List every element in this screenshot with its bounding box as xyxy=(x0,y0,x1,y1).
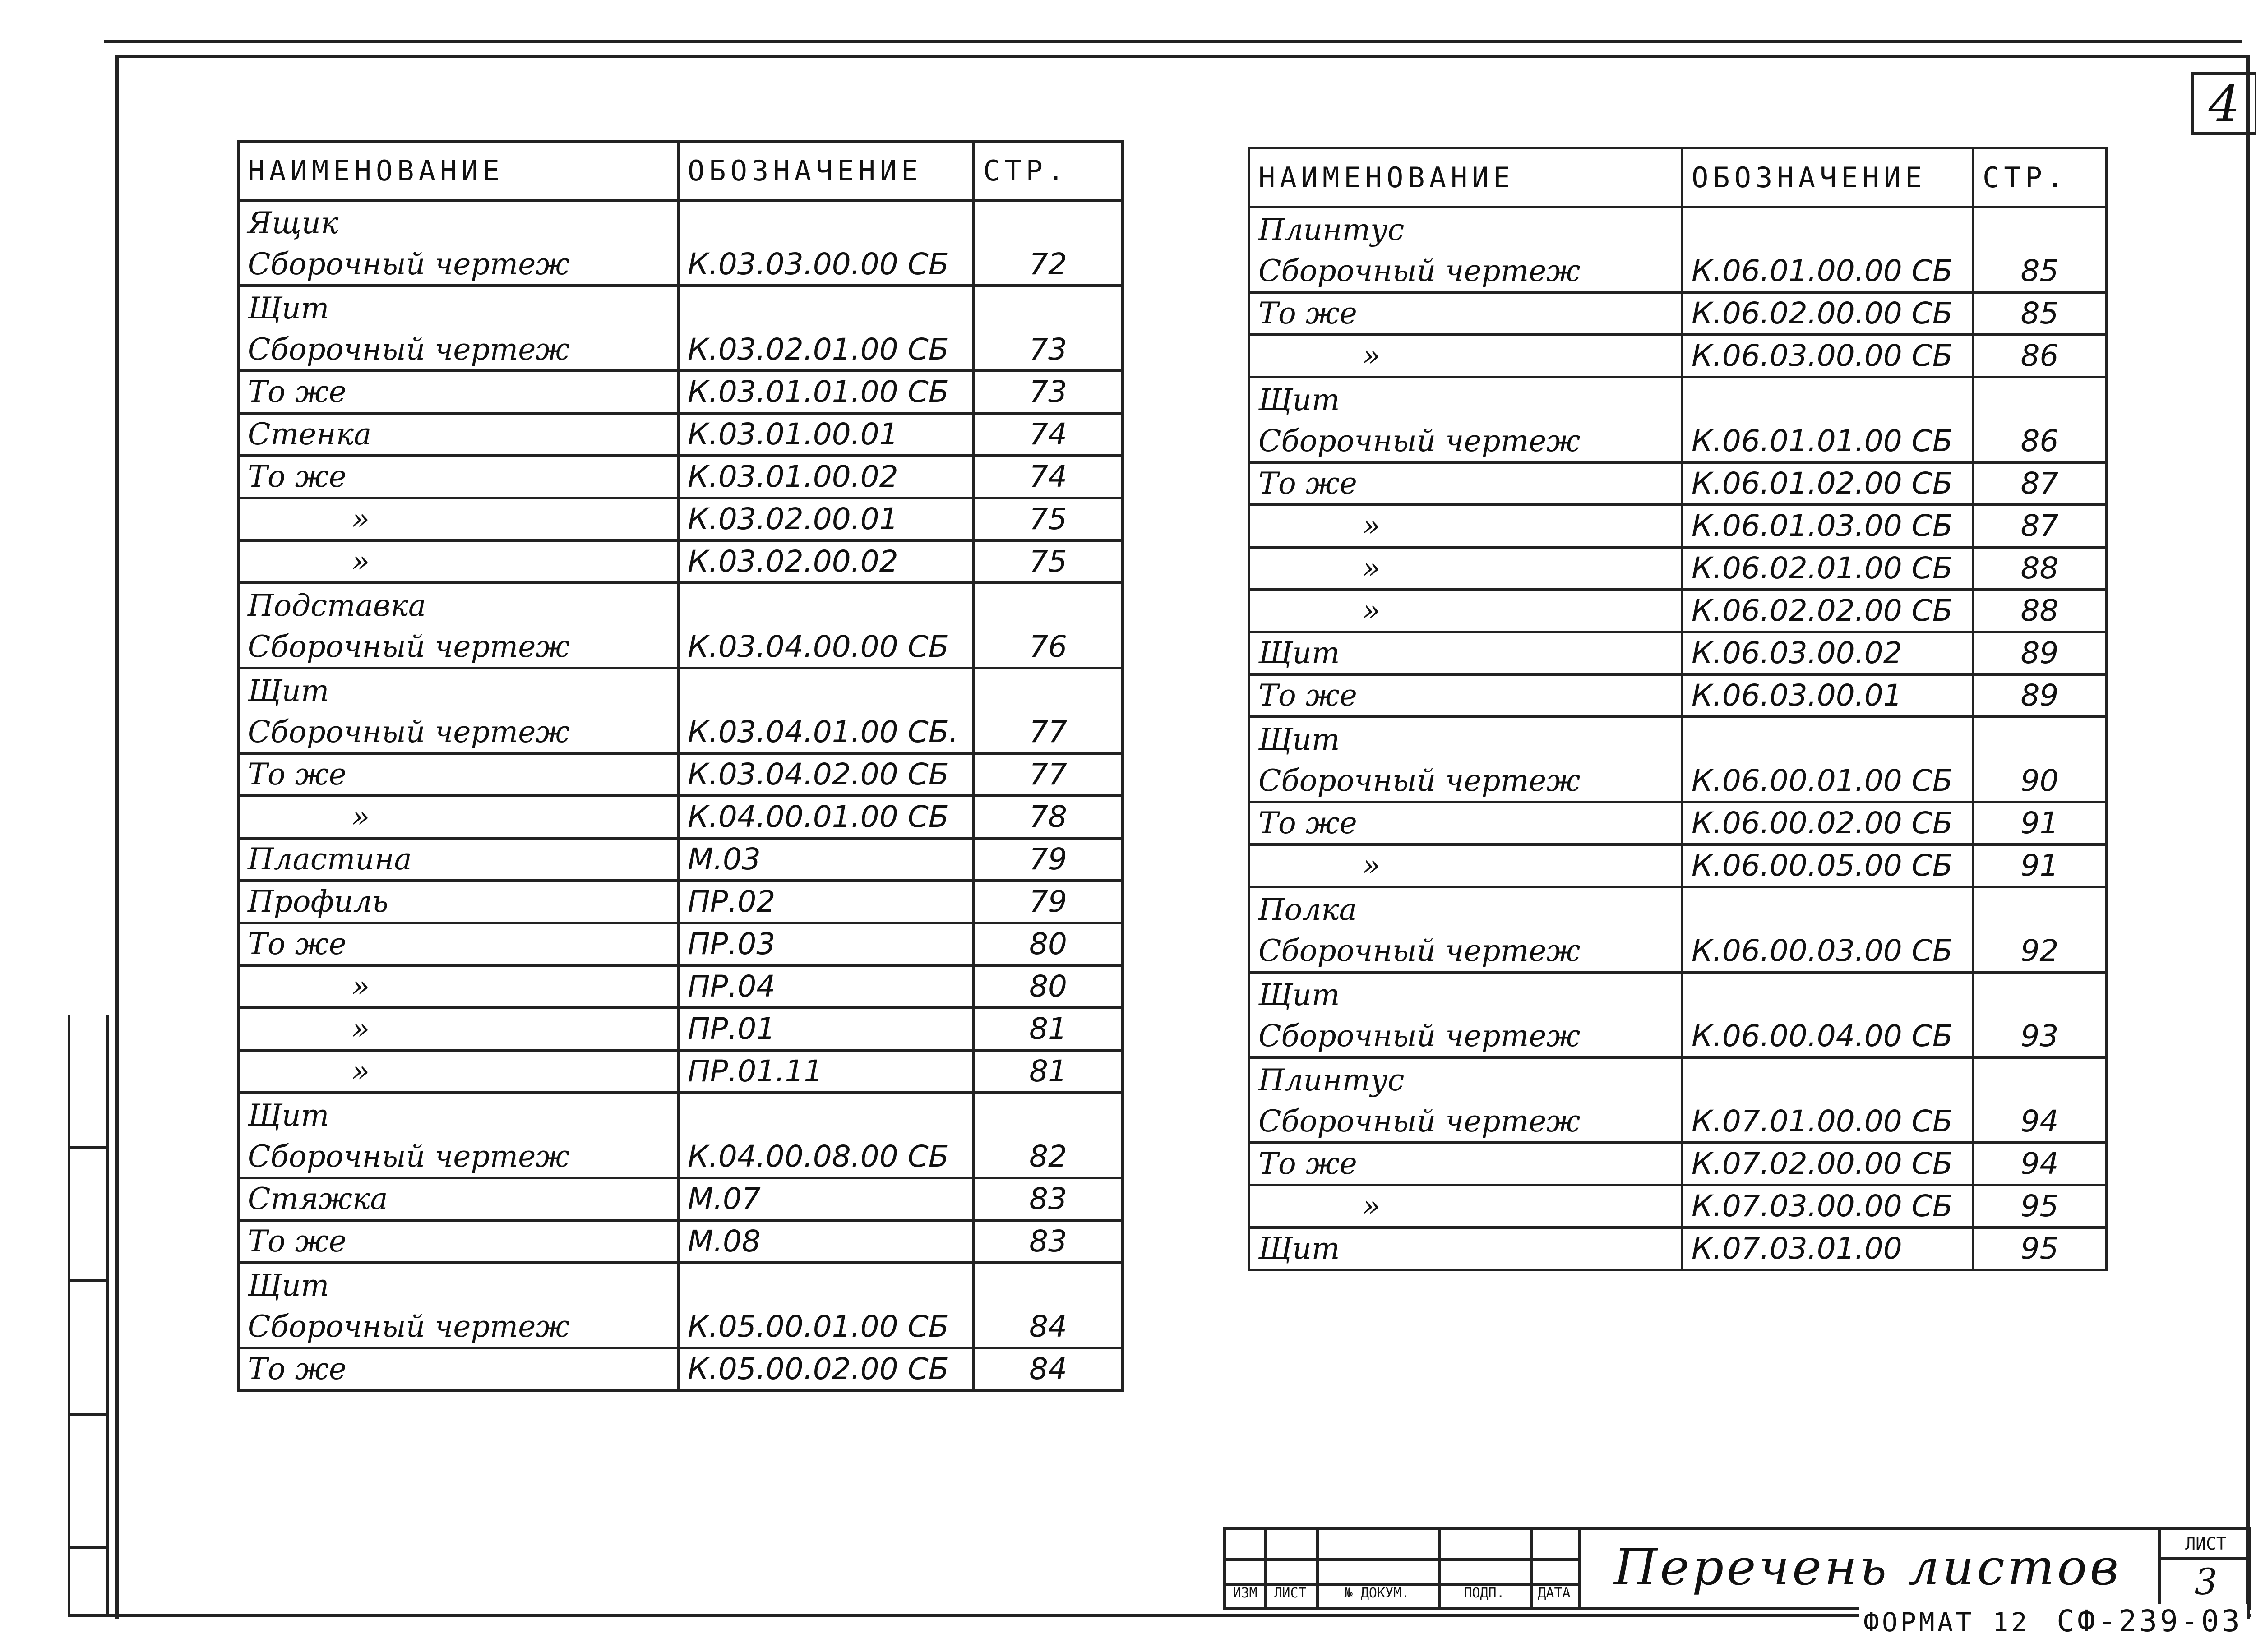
item-name-line1: Ящик xyxy=(248,206,339,240)
table-row xyxy=(238,286,1123,371)
item-name-line1: Щит xyxy=(248,1098,329,1133)
item-name xyxy=(1249,1185,1682,1227)
item-code: К.06.03.00.02 xyxy=(1682,632,1973,674)
table-row xyxy=(1249,590,2106,632)
item-code: К.07.03.01.00 xyxy=(1682,1227,1973,1270)
table-row xyxy=(238,1263,1123,1348)
item-page: 92 xyxy=(1973,887,2106,972)
item-name-line2: Пластина xyxy=(248,842,412,877)
item-name-line2: Сборочный чертеж xyxy=(248,1309,570,1344)
label-signature: ПОДП. xyxy=(1464,1585,1505,1601)
item-name-line2: То же xyxy=(1258,296,1357,331)
item-page: 94 xyxy=(1973,1057,2106,1143)
table-row xyxy=(1249,207,2106,292)
sheet-list-table-right xyxy=(1248,147,2108,1271)
table-row xyxy=(238,753,1123,796)
item-name-line2: » xyxy=(1362,338,1381,373)
item-name-line2: То же xyxy=(248,459,347,494)
item-code: М.07 xyxy=(678,1178,974,1220)
item-name-line1: Щит xyxy=(248,291,329,326)
item-code: К.05.00.01.00 СБ xyxy=(678,1263,974,1348)
document-code: СФ-239-03 xyxy=(2057,1604,2242,1638)
item-code: К.07.03.00.00 СБ xyxy=(1682,1185,1973,1227)
item-page: 87 xyxy=(1973,462,2106,505)
item-name-line2: » xyxy=(351,1054,370,1089)
item-name-line2: Сборочный чертеж xyxy=(248,1139,570,1174)
item-name xyxy=(1249,335,1682,377)
item-name xyxy=(1249,292,1682,335)
item-page: 91 xyxy=(1973,844,2106,887)
item-page: 80 xyxy=(974,965,1123,1008)
revision-labels xyxy=(1226,1585,1578,1607)
item-page: 73 xyxy=(974,371,1123,413)
header-page: СТР. xyxy=(974,141,1123,200)
item-page: 89 xyxy=(1973,674,2106,717)
item-code: К.05.00.02.00 СБ xyxy=(678,1348,974,1390)
item-name-line1: Щит xyxy=(248,674,329,708)
item-page: 75 xyxy=(974,498,1123,540)
item-name xyxy=(1249,505,1682,547)
header-page: СТР. xyxy=(1973,148,2106,207)
item-page: 74 xyxy=(974,456,1123,498)
table-row xyxy=(1249,632,2106,674)
item-code: К.03.02.00.02 xyxy=(678,540,974,583)
item-code: К.06.00.03.00 СБ xyxy=(1682,887,1973,972)
item-code: К.04.00.08.00 СБ xyxy=(678,1093,974,1178)
table-row xyxy=(1249,972,2106,1057)
item-code: К.03.04.01.00 СБ. xyxy=(678,668,974,753)
item-name-line2: » xyxy=(351,969,370,1004)
item-name xyxy=(1249,1143,1682,1185)
table-row xyxy=(1249,674,2106,717)
item-name-line1: Щит xyxy=(1258,978,1340,1012)
item-code: М.03 xyxy=(678,838,974,881)
item-page: 86 xyxy=(1973,335,2106,377)
table-row xyxy=(238,838,1123,881)
table-row xyxy=(238,200,1123,286)
item-name-line1: Полка xyxy=(1258,892,1357,927)
table-header-row xyxy=(238,141,1123,200)
item-name xyxy=(238,1093,678,1178)
sheet-number: 3 xyxy=(2194,1561,2218,1603)
item-code: К.06.01.01.00 СБ xyxy=(1682,377,1973,462)
item-code: М.08 xyxy=(678,1220,974,1263)
item-name-line2: » xyxy=(351,502,370,536)
item-code: К.06.01.00.00 СБ xyxy=(1682,207,1973,292)
table-row xyxy=(1249,887,2106,972)
item-code: К.03.03.00.00 СБ xyxy=(678,200,974,286)
item-code: К.03.02.01.00 СБ xyxy=(678,286,974,371)
header-name: НАИМЕНОВАНИЕ xyxy=(1249,148,1682,207)
header-name: НАИМЕНОВАНИЕ xyxy=(238,141,678,200)
item-name-line2: » xyxy=(1362,508,1381,543)
item-page: 81 xyxy=(974,1008,1123,1050)
item-name-line2: Сборочный чертеж xyxy=(248,715,570,749)
item-name xyxy=(238,1220,678,1263)
item-page: 86 xyxy=(1973,377,2106,462)
item-name-line2: Сборочный чертеж xyxy=(1258,254,1581,288)
item-name-line2: То же xyxy=(248,1352,347,1386)
item-page: 78 xyxy=(974,796,1123,838)
table-row xyxy=(1249,1143,2106,1185)
item-name xyxy=(1249,462,1682,505)
item-page: 82 xyxy=(974,1093,1123,1178)
item-name xyxy=(238,200,678,286)
item-code: К.06.01.02.00 СБ xyxy=(1682,462,1973,505)
item-name-line2: Сборочный чертеж xyxy=(248,629,570,664)
document-title: Перечень листов xyxy=(1614,1538,2122,1596)
table-row xyxy=(238,965,1123,1008)
item-name xyxy=(1249,887,1682,972)
header-code: ОБОЗНАЧЕНИЕ xyxy=(678,141,974,200)
item-name-line2: То же xyxy=(248,374,347,409)
item-code: К.04.00.01.00 СБ xyxy=(678,796,974,838)
item-name-line2: То же xyxy=(1258,806,1357,840)
table-row xyxy=(1249,1185,2106,1227)
item-name xyxy=(238,456,678,498)
table-row xyxy=(1249,1227,2106,1270)
item-code: К.06.00.01.00 СБ xyxy=(1682,717,1973,802)
item-name-line2: » xyxy=(1362,848,1381,883)
table-row xyxy=(1249,462,2106,505)
table-row xyxy=(238,540,1123,583)
table-row xyxy=(238,1050,1123,1093)
item-name-line1: Подставка xyxy=(248,588,426,623)
item-name-line2: » xyxy=(351,544,370,579)
item-name-line2: То же xyxy=(248,1224,347,1259)
item-code: ПР.01 xyxy=(678,1008,974,1050)
item-code: К.03.04.00.00 СБ xyxy=(678,583,974,668)
table-body-right xyxy=(1249,207,2106,1270)
item-name xyxy=(238,540,678,583)
item-code: ПР.02 xyxy=(678,881,974,923)
item-page: 77 xyxy=(974,668,1123,753)
item-name-line1: Плинтус xyxy=(1258,212,1405,247)
item-name xyxy=(238,413,678,456)
item-name xyxy=(238,371,678,413)
table-body-left xyxy=(238,200,1123,1390)
sheet-number-box xyxy=(2158,1530,2251,1607)
item-page: 88 xyxy=(1973,590,2106,632)
item-code: К.07.02.00.00 СБ xyxy=(1682,1143,1973,1185)
item-page: 81 xyxy=(974,1050,1123,1093)
item-name xyxy=(1249,717,1682,802)
item-name-line2: То же xyxy=(1258,466,1357,501)
table-row xyxy=(1249,802,2106,844)
table-row xyxy=(1249,335,2106,377)
item-name xyxy=(238,923,678,965)
item-code: К.06.00.02.00 СБ xyxy=(1682,802,1973,844)
item-name xyxy=(238,753,678,796)
item-name xyxy=(238,796,678,838)
item-code: К.06.00.05.00 СБ xyxy=(1682,844,1973,887)
title-block xyxy=(1223,1527,2251,1610)
item-name-line1: Щит xyxy=(1258,383,1340,417)
item-code: К.03.01.01.00 СБ xyxy=(678,371,974,413)
item-name-line2: То же xyxy=(1258,1146,1357,1181)
item-page: 73 xyxy=(974,286,1123,371)
item-name-line2: То же xyxy=(248,757,347,792)
table-row xyxy=(238,456,1123,498)
item-page: 85 xyxy=(1973,207,2106,292)
table-row xyxy=(238,371,1123,413)
item-name xyxy=(1249,972,1682,1057)
item-name xyxy=(238,1348,678,1390)
table-row xyxy=(238,1093,1123,1178)
item-code: К.03.04.02.00 СБ xyxy=(678,753,974,796)
item-name xyxy=(238,965,678,1008)
item-page: 88 xyxy=(1973,547,2106,590)
item-name-line2: » xyxy=(351,1011,370,1046)
item-page: 83 xyxy=(974,1220,1123,1263)
item-page: 85 xyxy=(1973,292,2106,335)
item-code: К.07.01.00.00 СБ xyxy=(1682,1057,1973,1143)
item-name xyxy=(1249,844,1682,887)
item-code: ПР.03 xyxy=(678,923,974,965)
item-name-line2: Сборочный чертеж xyxy=(1258,1019,1581,1053)
label-change: ИЗМ xyxy=(1233,1585,1257,1601)
item-name-line2: То же xyxy=(248,927,347,961)
item-code: К.06.03.00.00 СБ xyxy=(1682,335,1973,377)
label-date: ДАТА xyxy=(1538,1585,1571,1601)
item-page: 76 xyxy=(974,583,1123,668)
sheet-list-table-left xyxy=(237,140,1124,1392)
item-page: 80 xyxy=(974,923,1123,965)
table-row xyxy=(238,796,1123,838)
table-row xyxy=(1249,377,2106,462)
item-code: К.06.02.01.00 СБ xyxy=(1682,547,1973,590)
table-row xyxy=(1249,844,2106,887)
item-code: К.03.01.00.02 xyxy=(678,456,974,498)
item-page: 74 xyxy=(974,413,1123,456)
item-code: К.03.01.00.01 xyxy=(678,413,974,456)
item-name-line2: Сборочный чертеж xyxy=(1258,1104,1581,1139)
item-page: 93 xyxy=(1973,972,2106,1057)
table-row xyxy=(238,1348,1123,1390)
item-page: 79 xyxy=(974,838,1123,881)
item-name-line2: Сборочный чертеж xyxy=(248,247,570,281)
table-row xyxy=(1249,505,2106,547)
item-name xyxy=(238,1050,678,1093)
item-name xyxy=(238,498,678,540)
header-code: ОБОЗНАЧЕНИЕ xyxy=(1682,148,1973,207)
item-name xyxy=(1249,590,1682,632)
item-code: К.03.02.00.01 xyxy=(678,498,974,540)
item-name xyxy=(1249,1057,1682,1143)
item-name xyxy=(238,583,678,668)
table-row xyxy=(1249,292,2106,335)
item-code: ПР.01.11 xyxy=(678,1050,974,1093)
item-page: 83 xyxy=(974,1178,1123,1220)
table-row xyxy=(1249,1057,2106,1143)
binding-strip xyxy=(68,1015,109,1615)
item-name-line2: Стяжка xyxy=(248,1181,388,1216)
item-page: 75 xyxy=(974,540,1123,583)
item-name-line2: » xyxy=(351,799,370,834)
item-page: 72 xyxy=(974,200,1123,286)
item-name xyxy=(238,668,678,753)
item-name-line2: То же xyxy=(1258,678,1357,713)
item-name xyxy=(1249,547,1682,590)
table-row xyxy=(238,498,1123,540)
item-name xyxy=(238,838,678,881)
item-page: 87 xyxy=(1973,505,2106,547)
item-name-line1: Щит xyxy=(1258,722,1340,757)
item-name-line2: Профиль xyxy=(248,884,388,919)
item-page: 90 xyxy=(1973,717,2106,802)
table-row xyxy=(238,923,1123,965)
item-name-line2: Щит xyxy=(1258,1231,1340,1266)
item-name-line2: » xyxy=(1362,1189,1381,1223)
item-name-line2: Сборочный чертеж xyxy=(1258,763,1581,798)
item-page: 95 xyxy=(1973,1227,2106,1270)
item-name xyxy=(1249,1227,1682,1270)
item-name-line2: Сборочный чертеж xyxy=(1258,424,1581,458)
item-name-line2: Щит xyxy=(1258,636,1340,670)
item-name-line2: » xyxy=(1362,593,1381,628)
format-label: ФОРМАТ 12 xyxy=(1863,1607,2030,1638)
item-name-line1: Плинтус xyxy=(1258,1063,1405,1098)
item-name-line2: Стенка xyxy=(248,417,372,452)
item-name xyxy=(238,881,678,923)
item-code: К.06.01.03.00 СБ xyxy=(1682,505,1973,547)
label-document: № ДОКУМ. xyxy=(1344,1585,1410,1601)
item-name xyxy=(1249,802,1682,844)
item-page: 91 xyxy=(1973,802,2106,844)
item-page: 77 xyxy=(974,753,1123,796)
item-code: К.06.03.00.01 xyxy=(1682,674,1973,717)
label-sheet: ЛИСТ xyxy=(1274,1585,1307,1601)
item-name xyxy=(1249,377,1682,462)
table-row xyxy=(1249,547,2106,590)
table-row xyxy=(1249,717,2106,802)
frame-top-line xyxy=(104,40,2242,43)
table-row xyxy=(238,881,1123,923)
page-number: 4 xyxy=(2191,72,2256,135)
item-name xyxy=(238,1008,678,1050)
item-name xyxy=(1249,207,1682,292)
table-row xyxy=(238,1220,1123,1263)
item-name-line2: Сборочный чертеж xyxy=(248,332,570,367)
item-page: 79 xyxy=(974,881,1123,923)
item-code: ПР.04 xyxy=(678,965,974,1008)
item-code: К.06.00.04.00 СБ xyxy=(1682,972,1973,1057)
item-page: 84 xyxy=(974,1263,1123,1348)
item-name xyxy=(1249,674,1682,717)
item-name xyxy=(238,1178,678,1220)
item-name xyxy=(1249,632,1682,674)
item-code: К.06.02.02.00 СБ xyxy=(1682,590,1973,632)
format-line xyxy=(1859,1604,2247,1638)
item-name xyxy=(238,286,678,371)
item-page: 95 xyxy=(1973,1185,2106,1227)
table-row xyxy=(238,413,1123,456)
table-header-row xyxy=(1249,148,2106,207)
sheet-label: ЛИСТ xyxy=(2161,1530,2251,1560)
item-name xyxy=(238,1263,678,1348)
item-page: 89 xyxy=(1973,632,2106,674)
item-page: 84 xyxy=(974,1348,1123,1390)
item-page: 94 xyxy=(1973,1143,2106,1185)
table-row xyxy=(238,1008,1123,1050)
item-code: К.06.02.00.00 СБ xyxy=(1682,292,1973,335)
item-name-line1: Щит xyxy=(248,1268,329,1303)
table-row xyxy=(238,1178,1123,1220)
table-row xyxy=(238,668,1123,753)
table-row xyxy=(238,583,1123,668)
item-name-line2: Сборочный чертеж xyxy=(1258,933,1581,968)
item-name-line2: » xyxy=(1362,551,1381,586)
